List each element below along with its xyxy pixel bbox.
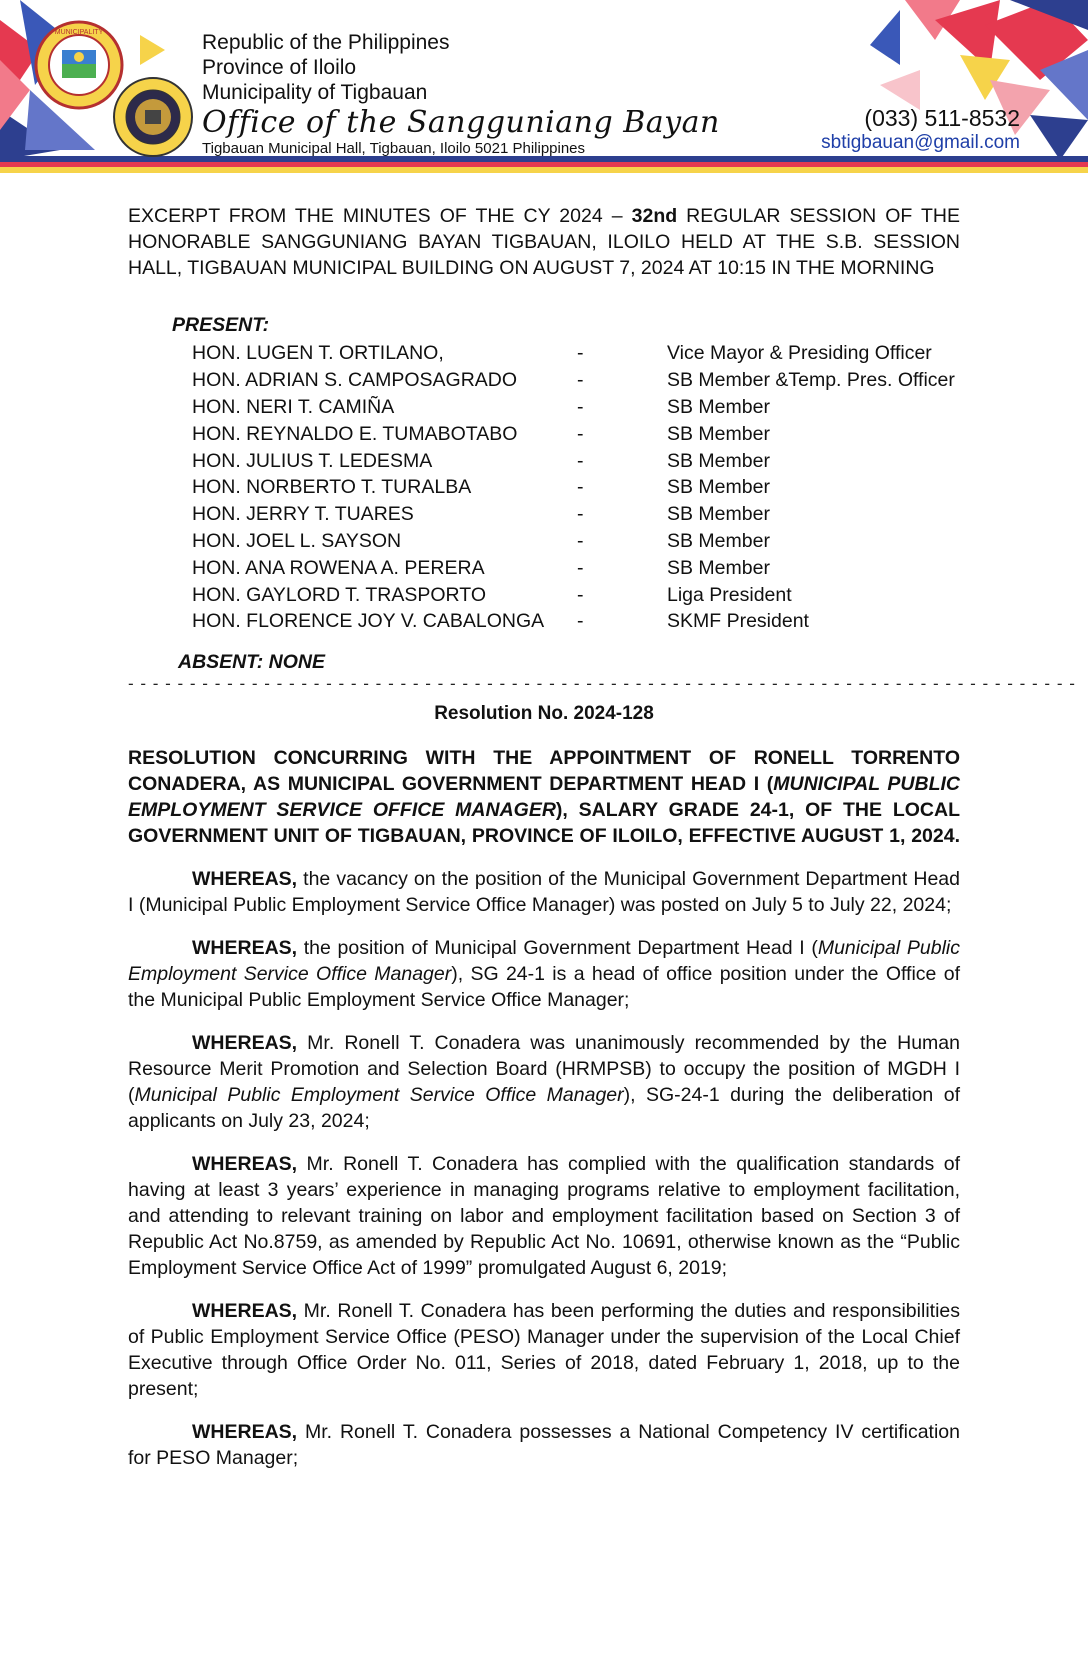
whereas-label: WHEREAS,	[192, 1031, 298, 1054]
member-row	[192, 554, 960, 581]
member-dash: -	[577, 529, 584, 552]
whereas-text-continued: ), SG-24-1 during the deliberation of applicants on July 23, 2024;	[128, 1083, 960, 1132]
phone-number: (033) 511-8532	[864, 105, 1020, 131]
letterhead-header	[0, 0, 1088, 178]
member-dash: -	[577, 395, 584, 418]
municipality-seal	[34, 20, 124, 110]
contact-info	[821, 104, 1020, 154]
seal1-lettering: MUNICIPALITY	[54, 29, 104, 36]
member-row	[192, 420, 960, 447]
member-row	[192, 340, 960, 367]
resolution-title	[128, 745, 960, 849]
member-name: HON. JERRY T. TUARES	[192, 503, 414, 526]
session-ordinal: 32nd	[631, 205, 678, 227]
member-role: SB Member	[667, 503, 770, 526]
excerpt-part1: EXCERPT FROM THE MINUTES OF THE CY 2024 –	[128, 205, 632, 227]
member-row	[192, 581, 960, 608]
member-role: Vice Mayor & Presiding Officer	[667, 342, 932, 365]
member-role: SB Member	[667, 422, 770, 445]
whereas-text: Mr. Ronell T. Conadera has complied with the qualification standards of having at least 3 years’ experience in managing programs relative to employment facilitation, and attending to relevant training on labor and employment facilitation based on Section 3 of Republic Act No.8759, as amended by Republic Act No. 10691, otherwise known as the “Public Employment Service Office Act of 1999” promulgated August 6, 2019;	[128, 1152, 960, 1279]
member-row	[192, 608, 960, 635]
member-dash: -	[577, 422, 584, 445]
resolution-number: Resolution No. 2024-128	[434, 702, 654, 724]
title-italic: MUNICIPAL PUBLIC EMPLOYMENT SERVICE OFFICE MANAGER	[128, 772, 961, 821]
whereas-clause	[128, 1298, 960, 1402]
member-role: SB Member	[667, 476, 770, 499]
present-label: PRESENT:	[172, 314, 270, 336]
letterhead-text	[202, 30, 720, 157]
whereas-italic-text: Municipal Public Employment Service Office Manager	[128, 936, 961, 985]
whereas-label: WHEREAS,	[192, 1152, 298, 1175]
municipality-line: Municipality of Tigbauan	[202, 81, 428, 104]
member-dash: -	[577, 610, 584, 633]
member-dash: -	[577, 583, 584, 606]
member-name: HON. GAYLORD T. TRASPORTO	[192, 583, 487, 606]
whereas-clauses	[128, 866, 960, 1471]
member-dash: -	[577, 342, 584, 365]
separator-line: - - - - - - - - - - - - - - - - - - - - - - - - - - - - - - - - - - - - - - - - - - - - - - - - - - - - - - - - - - - - - - - - - - - - - - - - - - - - -	[128, 673, 1076, 693]
whereas-clause	[128, 1151, 960, 1281]
whereas-clause	[128, 1030, 960, 1134]
whereas-text: Mr. Ronell T. Conadera was unanimously recommended by the Human Resource Merit Promotion and Selection Board (HRMPSB) to occupy the position of MGDH I (	[128, 1031, 960, 1106]
member-dash: -	[577, 369, 584, 392]
member-role: SB Member	[667, 449, 770, 472]
member-name: HON. ANA ROWENA A. PERERA	[192, 556, 485, 579]
member-dash: -	[577, 476, 584, 499]
excerpt-part2: REGULAR SESSION OF THE HONORABLE SANGGUNIANG BAYAN TIGBAUAN, ILOILO HELD AT THE S.B. SESSION HALL, TIGBAUAN MUNICIPAL BUILDING ON AUGUST 7, 2024 AT 10:15 IN THE MORNING	[128, 205, 960, 279]
whereas-label: WHEREAS,	[192, 1420, 298, 1443]
member-role: SB Member	[667, 556, 770, 579]
member-row	[192, 474, 960, 501]
whereas-label: WHEREAS,	[192, 936, 298, 959]
email-address: sbtigbauan@gmail.com	[821, 132, 1020, 153]
whereas-text-continued: ), SG 24-1 is a head of office position under the Office of the Municipal Public Employment Service Office Manager;	[128, 962, 960, 1011]
member-name: HON. ADRIAN S. CAMPOSAGRADO	[192, 369, 518, 392]
document-body	[128, 203, 1076, 1471]
member-role: SB Member &Temp. Pres. Officer	[667, 369, 955, 392]
title-part2: ), SALARY GRADE 24-1, OF THE LOCAL GOVERNMENT UNIT OF TIGBAUAN, PROVINCE OF ILOILO, EFFECTIVE AUGUST 1, 2024.	[128, 798, 960, 847]
member-role: SB Member	[667, 395, 770, 418]
office-name: Office of the Sangguniang Bayan	[202, 105, 720, 140]
member-name: HON. FLORENCE JOY V. CABALONGA	[192, 610, 545, 633]
member-name: HON. JOEL L. SAYSON	[192, 529, 402, 552]
whereas-text: Mr. Ronell T. Conadera has been performing the duties and responsibilities of Public Employment Service Office (PESO) Manager under the supervision of the Local Chief Executive through Office Order No. 011, Series of 2018, dated February 1, 2018, up to the present;	[128, 1299, 960, 1400]
sangguniang-bayan-seal	[112, 76, 194, 158]
members-list	[192, 340, 960, 635]
member-dash: -	[577, 556, 584, 579]
whereas-clause	[128, 935, 960, 1013]
member-name: HON. NORBERTO T. TURALBA	[192, 476, 472, 499]
member-role: SB Member	[667, 529, 770, 552]
absent-label: ABSENT: NONE	[178, 650, 325, 673]
member-name: HON. LUGEN T. ORTILANO,	[192, 342, 444, 365]
member-row	[192, 528, 960, 555]
member-role: Liga President	[667, 583, 792, 606]
member-row	[192, 394, 960, 421]
whereas-text: the vacancy on the position of the Municipal Government Department Head I (Municipal Public Employment Service Office Manager) was posted on July 5 to July 22, 2024;	[128, 867, 960, 916]
member-name: HON. JULIUS T. LEDESMA	[192, 449, 433, 472]
whereas-clause	[128, 866, 960, 918]
member-name: HON. REYNALDO E. TUMABOTABO	[192, 422, 518, 445]
whereas-label: WHEREAS,	[192, 1299, 298, 1322]
member-row	[192, 447, 960, 474]
member-dash: -	[577, 503, 584, 526]
excerpt-heading	[128, 203, 960, 281]
whereas-text: Mr. Ronell T. Conadera possesses a National Competency IV certification for PESO Manager;	[128, 1420, 960, 1469]
whereas-italic-text: Municipal Public Employment Service Office Manager	[134, 1083, 624, 1106]
whereas-label: WHEREAS,	[192, 867, 298, 890]
title-part1: RESOLUTION CONCURRING WITH THE APPOINTMENT OF RONELL TORRENTO CONADERA, AS MUNICIPAL GOVERNMENT DEPARTMENT HEAD I (	[128, 746, 960, 795]
member-dash: -	[577, 449, 584, 472]
member-row	[192, 501, 960, 528]
member-role: SKMF President	[667, 610, 809, 633]
member-row	[192, 367, 960, 394]
republic-line: Republic of the Philippines	[202, 31, 450, 54]
province-line: Province of Iloilo	[202, 56, 357, 79]
member-name: HON. NERI T. CAMIÑA	[192, 395, 395, 418]
whereas-clause	[128, 1419, 960, 1471]
whereas-text: the position of Municipal Government Department Head I (	[297, 936, 818, 959]
office-address: Tigbauan Municipal Hall, Tigbauan, Iloilo 5021 Philippines	[202, 140, 586, 157]
